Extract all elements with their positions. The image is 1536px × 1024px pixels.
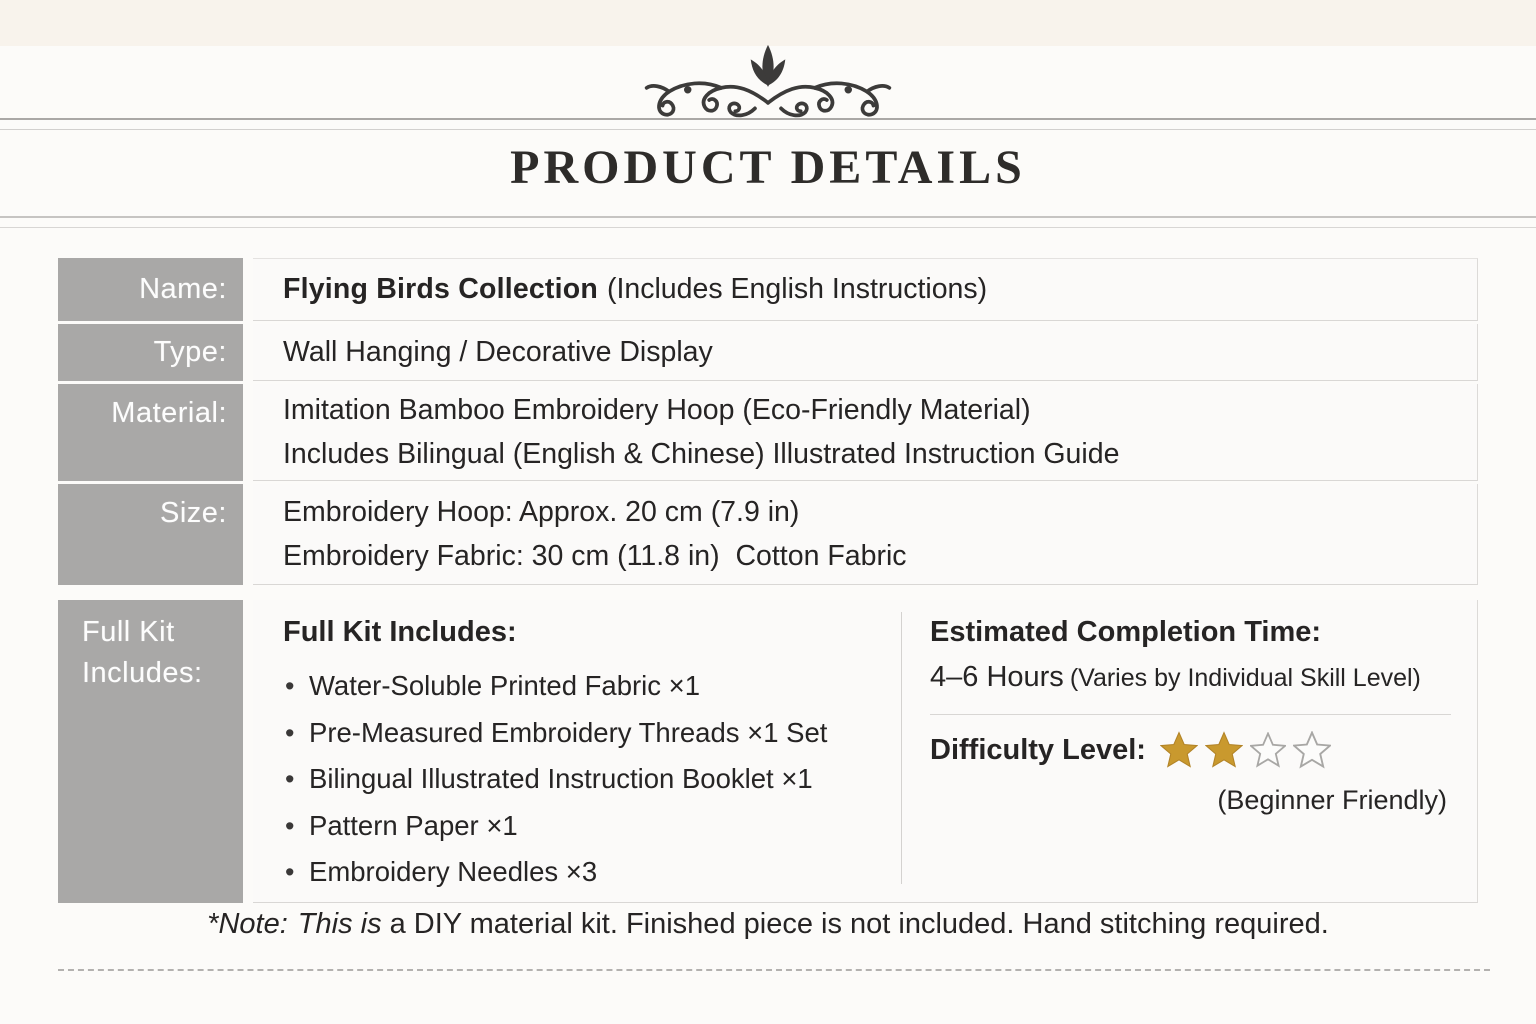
footer-note: [58, 908, 1478, 941]
row-label-full-kit: Full Kit Includes:: [58, 600, 243, 903]
difficulty-heading: Difficulty Level:: [930, 733, 1146, 766]
header-ornament-area: [0, 0, 1536, 240]
row-value-full-kit: [253, 600, 1478, 903]
kit-item: • Water-Soluble Printed Fabric ×1: [283, 663, 901, 710]
product-name: Flying Birds Collection: [283, 273, 598, 305]
material-line-2: Includes Bilingual (English & Chinese) Illustrated Instruction Guide: [283, 438, 1120, 470]
completion-difficulty-panel: [902, 600, 1477, 902]
scroll-flourish-icon: [628, 40, 908, 132]
table-row-size: [58, 484, 1478, 585]
kit-contents-panel: [253, 600, 901, 902]
star-empty-icon: [1293, 731, 1331, 769]
row-label-size: Size:: [58, 484, 243, 585]
bottom-dashed-divider: [58, 969, 1490, 971]
row-value-name: [253, 258, 1478, 321]
table-row-material: [58, 384, 1478, 481]
row-value-size: [253, 484, 1478, 585]
product-type: Wall Hanging / Decorative Display: [283, 335, 713, 368]
product-name-suffix: (Includes English Instructions): [606, 273, 988, 305]
header-rule-bottom-light: [0, 227, 1536, 228]
size-line-1: Embroidery Hoop: Approx. 20 cm (7.9 in): [283, 496, 800, 528]
kit-item-list: [283, 663, 901, 896]
note-text: a DIY material kit. Finished piece is not included. Hand stitching required.: [389, 908, 1329, 940]
note-prefix: *Note:: [207, 908, 288, 940]
table-row-name: [58, 258, 1478, 321]
row-label-type: Type:: [58, 324, 243, 381]
star-empty-icon: [1250, 732, 1286, 768]
kit-item: • Pre-Measured Embroidery Threads ×1 Set: [283, 710, 901, 757]
star-filled-icon: [1205, 731, 1243, 769]
kit-item: • Embroidery Needles ×3: [283, 849, 901, 896]
difficulty-row: [930, 731, 1451, 769]
note-emphasis: This is: [297, 908, 382, 940]
table-row-full-kit: [58, 600, 1478, 903]
kit-item: • Bilingual Illustrated Instruction Booklet ×1: [283, 756, 901, 803]
size-line-2: Embroidery Fabric: 30 cm (11.8 in) Cotton Fabric: [283, 540, 907, 572]
kit-heading: Full Kit Includes:: [283, 616, 517, 648]
row-value-type: [253, 324, 1478, 381]
row-label-material: Material:: [58, 384, 243, 481]
page-title: PRODUCT DETAILS: [510, 141, 1026, 194]
horizontal-divider: [930, 714, 1451, 715]
difficulty-star-rating: [1160, 731, 1331, 769]
completion-time-note: (Varies by Individual Skill Level): [1069, 664, 1421, 692]
kit-item: • Pattern Paper ×1: [283, 803, 901, 850]
material-line-1: Imitation Bamboo Embroidery Hoop (Eco-Friendly Material): [283, 394, 1031, 426]
header-rule-bottom-dark: [0, 216, 1536, 218]
completion-time-value: 4–6 Hours: [930, 661, 1064, 693]
row-value-material: [253, 384, 1478, 481]
product-spec-table: [58, 258, 1478, 906]
star-filled-icon: [1160, 731, 1198, 769]
completion-time-heading: Estimated Completion Time:: [930, 616, 1322, 648]
row-label-name: Name:: [58, 258, 243, 321]
beginner-friendly-note: (Beginner Friendly): [1217, 785, 1447, 815]
table-row-type: [58, 324, 1478, 381]
